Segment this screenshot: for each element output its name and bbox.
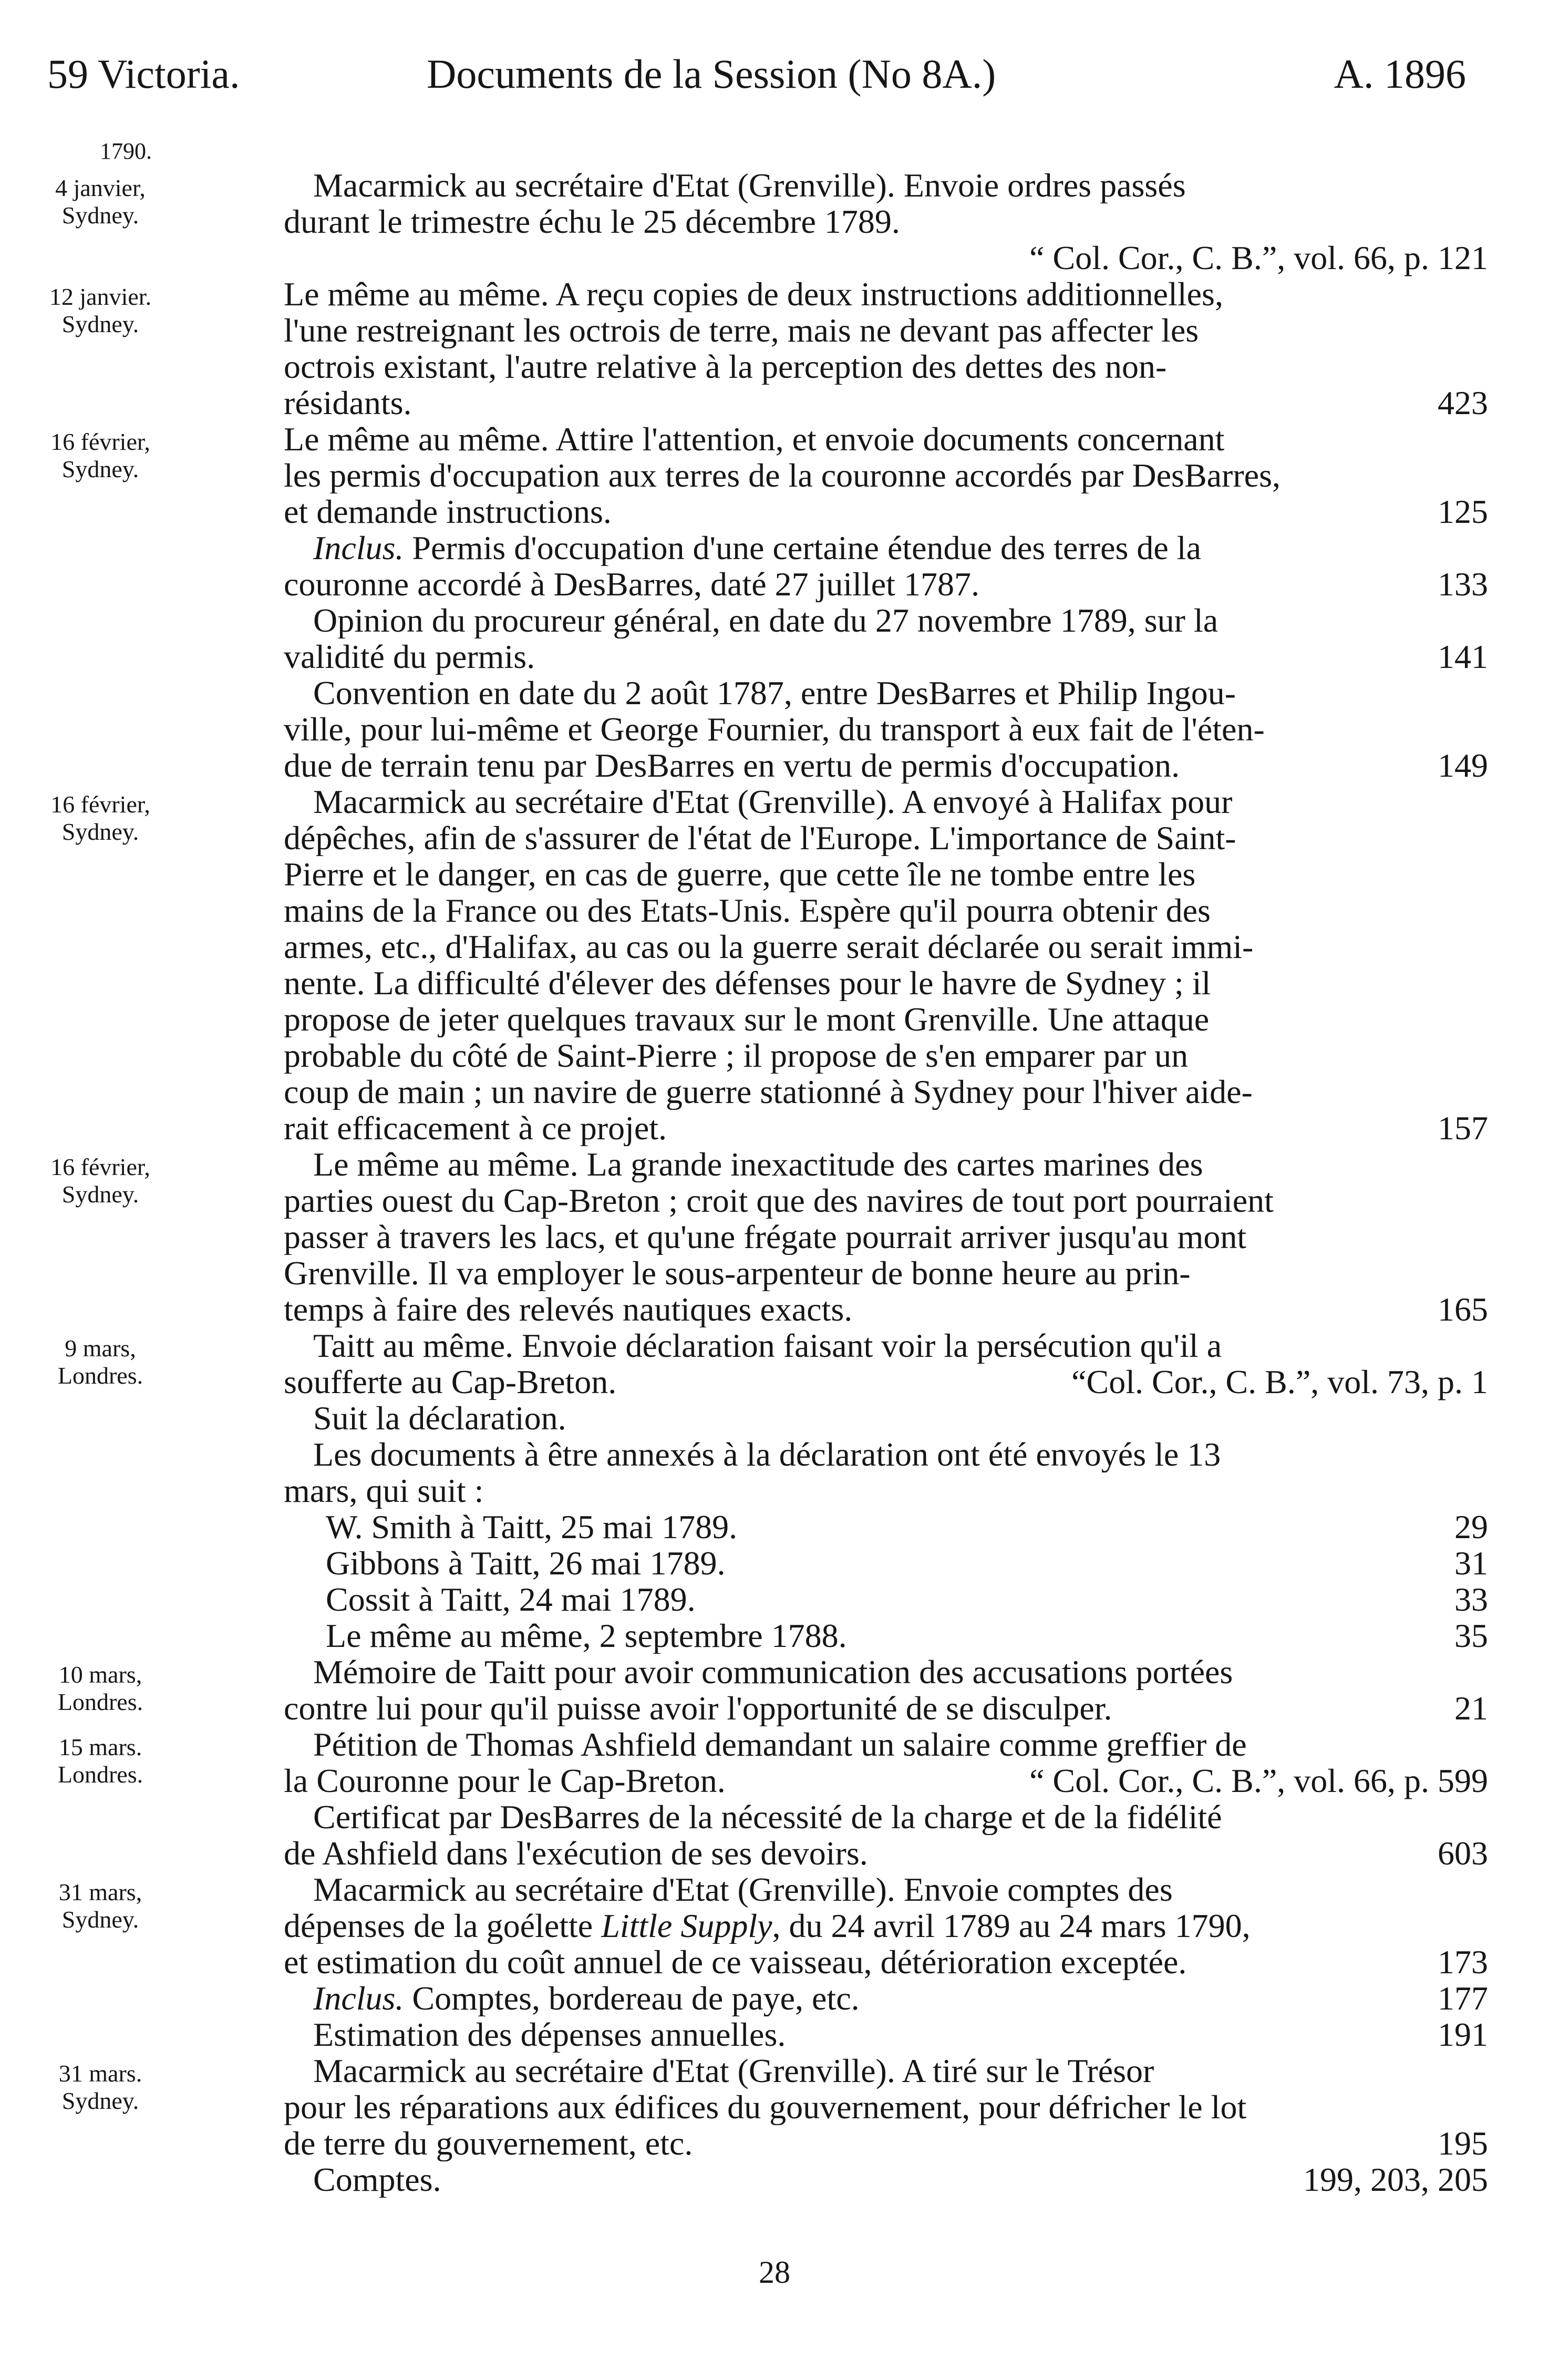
entry-line (284, 276, 1488, 312)
entry-line (284, 1037, 1488, 1074)
entry-reference: 173 (1438, 1943, 1488, 1981)
entry-reference: 423 (1438, 384, 1488, 421)
entry-line-text: Opinion du procureur général, en date du 27 novembre 1789, sur la (313, 602, 1218, 638)
calendar-entry (0, 1871, 1549, 2053)
entry-line-text: passer à travers les lacs, et qu'une frégate pourrait arriver jusqu'au mont (284, 1219, 1247, 1255)
entry-body (284, 1726, 1488, 1871)
entry-line (284, 1219, 1488, 1255)
entry-line-text: Le même au même. A reçu copies de deux instructions additionnelles, (284, 276, 1223, 312)
entry-date-line: 15 mars. (58, 1734, 142, 1760)
entry-date (0, 2053, 201, 2198)
entry-line (284, 1944, 1488, 1980)
entry-reference: 21 (1454, 1689, 1488, 1727)
entry-date-line: Sydney. (61, 1181, 139, 1208)
entry-body (284, 167, 1488, 276)
entry-line (284, 457, 1488, 493)
entry-line (284, 2053, 1488, 2089)
entry-line-text: et demande instructions. (284, 493, 612, 530)
entry-body (284, 2053, 1488, 2198)
entry-line (284, 1763, 1488, 1799)
entry-date-line: 10 mars, (58, 1661, 142, 1688)
entry-date-line: Londres. (57, 1362, 143, 1389)
entry-line (284, 675, 1488, 711)
entry-line-text: Estimation des dépenses annuelles. (313, 2016, 786, 2053)
page-number: 28 (759, 2255, 790, 2290)
entry-line (284, 2089, 1488, 2125)
entry-reference: 29 (1454, 1508, 1488, 1546)
entry-date-line: Sydney. (61, 1906, 139, 1933)
entry-line-text: Pierre et le danger, en cas de guerre, que cette île ne tombe entre les (284, 856, 1196, 892)
entry-line-text: mains de la France ou des Etats-Unis. Espère qu'il pourra obtenir des (284, 892, 1211, 929)
entry-line-text: coup de main ; un navire de guerre stationné à Sydney pour l'hiver aide- (284, 1074, 1253, 1110)
entry-line (284, 348, 1488, 385)
entry-reference: 603 (1438, 1835, 1488, 1872)
entry-line-text: Pétition de Thomas Ashfield demandant un salaire comme greffier de (313, 1726, 1247, 1763)
calendar-entry (0, 1654, 1549, 1726)
entry-line (284, 2161, 1488, 2198)
entry-line (284, 2125, 1488, 2161)
entry-line-text: Le même au même, 2 septembre 1788. (326, 1617, 847, 1654)
entry-line (284, 1617, 1488, 1654)
entry-date (0, 1327, 201, 1654)
entry-line (284, 602, 1488, 638)
entry-reference: 33 (1454, 1581, 1488, 1618)
entry-line-text: l'une restreignant les octrois de terre, mais ne devant pas affecter les (284, 312, 1199, 348)
header-year: A. 1896 (1334, 51, 1466, 97)
entry-date-line: Londres. (57, 1761, 143, 1788)
entry-line (284, 1074, 1488, 1110)
entry-line (284, 1255, 1488, 1291)
running-header (47, 50, 1466, 114)
entry-line-text: Suit la déclaration. (313, 1400, 566, 1436)
entry-date-line: Sydney. (61, 2087, 139, 2114)
entry-line-text: W. Smith à Taitt, 25 mai 1789. (326, 1509, 738, 1545)
entry-line-text: Les documents à être annexés à la déclaration ont été envoyés le 13 (313, 1436, 1221, 1472)
entry-date-line: 31 mars. (58, 2060, 142, 2087)
entry-line-text: Convention en date du 2 août 1787, entre DesBarres et Philip Ingou- (313, 675, 1236, 711)
entry-body (284, 1146, 1488, 1327)
entry-line (284, 421, 1488, 457)
entry-line (284, 1472, 1488, 1509)
entry-line-text: soufferte au Cap-Breton. (284, 1364, 617, 1400)
entry-line-text: temps à faire des relevés nautiques exacts. (284, 1291, 853, 1327)
entry-body (284, 784, 1488, 1146)
entry-line (284, 1871, 1488, 1908)
entry-date (0, 784, 201, 1146)
entry-line (284, 1001, 1488, 1037)
entry-line (284, 1327, 1488, 1364)
entry-line-text: les permis d'occupation aux terres de la couronne accordés par DesBarres, (284, 457, 1280, 493)
entry-line-text: probable du côté de Saint-Pierre ; il propose de s'en emparer par un (284, 1037, 1189, 1074)
calendar-entry (0, 1327, 1549, 1654)
entry-date (0, 1726, 201, 1871)
entry-reference: “ Col. Cor., C. B.”, vol. 66, p. 121 (1029, 239, 1488, 276)
entry-reference: “Col. Cor., C. B.”, vol. 73, p. 1 (1071, 1363, 1488, 1400)
entry-line-text: ville, pour lui-même et George Fournier, du transport à eux fait de l'éten- (284, 711, 1265, 747)
entry-reference: 35 (1454, 1617, 1488, 1654)
entry-reference: 125 (1438, 493, 1488, 530)
entry-line-text: Gibbons à Taitt, 26 mai 1789. (326, 1545, 726, 1581)
entry-line (284, 965, 1488, 1001)
entry-reference: 165 (1438, 1291, 1488, 1328)
entry-line-text: couronne accordé à DesBarres, daté 27 juillet 1787. (284, 566, 979, 602)
entry-line-text: et estimation du coût annuel de ce vaisseau, détérioration exceptée. (284, 1944, 1187, 1980)
entry-line (284, 1146, 1488, 1182)
entry-line (284, 1291, 1488, 1327)
entry-line-text: contre lui pour qu'il puisse avoir l'opportunité de se disculper. (284, 1690, 1112, 1726)
entry-body (284, 421, 1488, 784)
entry-line (284, 1509, 1488, 1545)
entry-line-text: durant le trimestre échu le 25 décembre 1789. (284, 203, 900, 240)
entry-line-text: validité du permis. (284, 638, 535, 675)
entry-line-text: Macarmick au secrétaire d'Etat (Grenville). A envoyé à Halifax pour (313, 784, 1233, 820)
entry-line-text: Macarmick au secrétaire d'Etat (Grenville). A tiré sur le Trésor (313, 2053, 1154, 2089)
entry-reference: 157 (1438, 1109, 1488, 1147)
entry-date-line: 4 janvier, (55, 174, 146, 201)
entry-line (284, 385, 1488, 421)
entry-reference: 177 (1438, 1980, 1488, 2017)
entry-reference: “ Col. Cor., C. B.”, vol. 66, p. 599 (1029, 1762, 1488, 1799)
entry-line (284, 1400, 1488, 1436)
calendar-entry (0, 1726, 1549, 1871)
entry-line-text: Macarmick au secrétaire d'Etat (Grenville). Envoie ordres passés (313, 167, 1186, 203)
entry-line (284, 566, 1488, 602)
calendar-entry (0, 276, 1549, 421)
entry-line (284, 711, 1488, 747)
entry-line-text: Taitt au même. Envoie déclaration faisant voir la persécution qu'il a (313, 1327, 1222, 1364)
entry-line (284, 1436, 1488, 1472)
calendar-entries (0, 167, 1549, 2198)
entry-line (284, 1980, 1488, 2016)
calendar-entry (0, 1146, 1549, 1327)
entry-date (0, 1146, 201, 1327)
entry-line (284, 1690, 1488, 1726)
entry-line-text: Comptes. (313, 2161, 441, 2198)
entry-line (284, 747, 1488, 784)
entry-line-text: parties ouest du Cap-Breton ; croit que des navires de tout port pourraient (284, 1182, 1274, 1219)
entry-line-text: Mémoire de Taitt pour avoir communication des accusations portées (313, 1654, 1233, 1690)
calendar-entry (0, 421, 1549, 784)
entry-line-text: octrois existant, l'autre relative à la perception des dettes des non- (284, 348, 1167, 385)
entry-date-line: 16 février, (50, 791, 150, 818)
entry-line-text (284, 240, 1019, 276)
calendar-entry (0, 2053, 1549, 2198)
entry-date-line: 16 février, (50, 1153, 150, 1180)
entry-line-text: la Couronne pour le Cap-Breton. (284, 1763, 726, 1799)
entry-reference: 195 (1438, 2125, 1488, 2162)
entry-body (284, 1327, 1488, 1654)
entry-line-text: mars, qui suit : (284, 1472, 484, 1509)
entry-reference: 199, 203, 205 (1303, 2161, 1488, 2198)
entry-line-text: Le même au même. La grande inexactitude des cartes marines des (313, 1146, 1203, 1182)
entry-line (284, 1654, 1488, 1690)
entry-reference: 141 (1438, 638, 1488, 675)
entry-date-line: Sydney. (61, 456, 139, 482)
entry-line (284, 203, 1488, 240)
entry-line-text: Le même au même. Attire l'attention, et envoie documents concernant (284, 421, 1225, 457)
entry-line-text: de Ashfield dans l'exécution de ses devoirs. (284, 1835, 868, 1871)
entry-line-text: Macarmick au secrétaire d'Etat (Grenville). Envoie comptes des (313, 1871, 1173, 1908)
entry-line (284, 856, 1488, 892)
entry-reference: 31 (1454, 1544, 1488, 1582)
entry-line (284, 312, 1488, 348)
entry-line-text: propose de jeter quelques travaux sur le mont Grenville. Une attaque (284, 1001, 1210, 1037)
entry-line (284, 530, 1488, 566)
entry-line-text: armes, etc., d'Halifax, au cas ou la guerre serait déclarée ou serait immi- (284, 929, 1254, 965)
entry-line-text: Certificat par DesBarres de la nécessité de la charge et de la fidélité (313, 1799, 1222, 1835)
entry-line-text: Cossit à Taitt, 24 mai 1789. (326, 1581, 696, 1617)
entry-date-line: 31 mars, (58, 1879, 142, 1905)
entry-date-line: 16 février, (50, 428, 150, 455)
entry-reference: 133 (1438, 565, 1488, 603)
entry-date-line: Londres. (57, 1688, 143, 1715)
entry-date-line: Sydney. (61, 202, 139, 229)
entry-line-text: nente. La difficulté d'élever des défenses pour le havre de Sydney ; il (284, 965, 1211, 1001)
entry-line (284, 2016, 1488, 2053)
entry-line (284, 820, 1488, 856)
entry-line-text: due de terrain tenu par DesBarres en vertu de permis d'occupation. (284, 747, 1180, 784)
entry-line (284, 1835, 1488, 1871)
entry-date-line: Sydney. (61, 311, 139, 337)
entry-line-text: dépêches, afin de s'assurer de l'état de l'Europe. L'importance de Saint- (284, 820, 1236, 856)
margin-year: 1790. (100, 138, 152, 164)
entry-date (0, 276, 201, 421)
entry-line-text: Grenville. Il va employer le sous-arpenteur de bonne heure au prin- (284, 1255, 1191, 1291)
entry-date (0, 167, 201, 276)
entry-date-line: 9 mars, (65, 1335, 136, 1362)
entry-line (284, 1908, 1488, 1944)
entry-date (0, 421, 201, 784)
entry-reference: 191 (1438, 2016, 1488, 2053)
entry-line (284, 1110, 1488, 1146)
entry-line-text: dépenses de la goélette Little Supply, du 24 avril 1789 au 24 mars 1790, (284, 1908, 1251, 1944)
entry-reference: 149 (1438, 747, 1488, 784)
entry-date-line: 12 janvier. (49, 283, 152, 310)
calendar-entry (0, 784, 1549, 1146)
entry-line-text: rait efficacement à ce projet. (284, 1110, 667, 1146)
entry-line (284, 638, 1488, 675)
entry-line (284, 892, 1488, 929)
calendar-entry (0, 167, 1549, 276)
entry-line (284, 1364, 1488, 1400)
entry-date (0, 1654, 201, 1726)
entry-body (284, 1871, 1488, 2053)
entry-date-line: Sydney. (61, 818, 139, 845)
entry-line-text: Inclus. Comptes, bordereau de paye, etc. (313, 1980, 860, 2016)
entry-line (284, 929, 1488, 965)
entry-line (284, 1726, 1488, 1763)
entry-line (284, 240, 1488, 276)
entry-body (284, 1654, 1488, 1726)
header-title: Documents de la Session (No 8A.) (427, 51, 996, 97)
entry-line-text: Inclus. Permis d'occupation d'une certaine étendue des terres de la (313, 530, 1201, 566)
entry-line (284, 1182, 1488, 1219)
entry-line (284, 493, 1488, 530)
entry-line-text: résidants. (284, 385, 412, 421)
entry-date (0, 1871, 201, 2053)
entry-line (284, 784, 1488, 820)
entry-line-text: de terre du gouvernement, etc. (284, 2125, 693, 2161)
entry-body (284, 276, 1488, 421)
entry-line-text: pour les réparations aux édifices du gouvernement, pour défricher le lot (284, 2089, 1247, 2125)
entry-line (284, 167, 1488, 203)
entry-line (284, 1799, 1488, 1835)
header-volume: 59 Victoria. (47, 51, 240, 97)
entry-line (284, 1581, 1488, 1617)
entry-line (284, 1545, 1488, 1581)
